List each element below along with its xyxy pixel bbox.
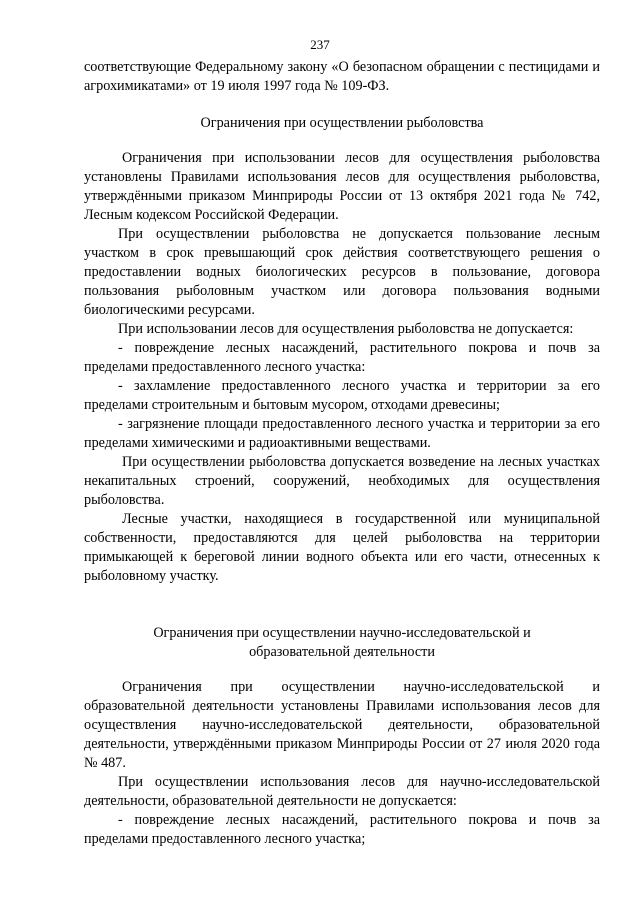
paragraph: При осуществлении рыболовства не допускается пользование лесным участком в срок превышающий срок действия соответствующего решения о предоставлении водных биологических ресурсов в пользование, договора пользования рыболовным участком или договора пользования водными биологическими ресурсами.: [84, 226, 600, 318]
list-item: - загрязнение площади предоставленного лесного участка и территории за его пределами химическими и радиоактивными веществами.: [84, 416, 600, 451]
paragraph: Ограничения при использовании лесов для осуществления рыболовства установлены Правилами использования лесов для осуществления рыболовства, утверждёнными приказом Минприроды России от 13 октября 2021 года № 742, Лесным кодексом Российской Федерации.: [84, 150, 600, 223]
section-heading-research: [84, 624, 600, 662]
list-item: - захламление предоставленного лесного участка и территории за его пределами строительным и бытовым мусором, отходами древесины;: [84, 378, 600, 413]
paragraph: При осуществлении рыболовства допускается возведение на лесных участках некапитальных строений, сооружений, необходимых для осуществления рыболовства.: [84, 454, 600, 508]
paragraph: Ограничения при осуществлении научно-исследовательской и образовательной деятельности установлены Правилами использования лесов для осуществления научно-исследовательской деятельности, образовательной деятельности, утверждёнными приказом Минприроды России от 27 июля 2020 года № 487.: [84, 679, 600, 771]
list-item: - повреждение лесных насаждений, растительного покрова и почв за пределами предоставленного лесного участка:: [84, 340, 600, 375]
page-number: 237: [310, 37, 330, 52]
heading-line: образовательной деятельности: [249, 644, 435, 660]
paragraph: При осуществлении использования лесов для научно-исследовательской деятельности, образовательной деятельности не допускается:: [84, 774, 600, 809]
paragraph: При использовании лесов для осуществления рыболовства не допускается:: [118, 321, 574, 337]
heading-line: Ограничения при осуществлении научно-исследовательской и: [153, 625, 531, 641]
document-body: [84, 58, 600, 849]
section-heading-fishing: Ограничения при осуществлении рыболовства: [200, 115, 484, 131]
paragraph: Лесные участки, находящиеся в государственной или муниципальной собственности, предоставляются для целей рыболовства на территории примыкающей к береговой линии водного объекта или его части, отнесенных к рыболовному участку.: [84, 511, 600, 584]
paragraph-continuation: соответствующие Федеральному закону «О безопасном обращении с пестицидами и агрохимикатами» от 19 июля 1997 года № 109-ФЗ.: [84, 59, 600, 94]
list-item: - повреждение лесных насаждений, растительного покрова и почв за пределами предоставленного лесного участка;: [84, 812, 600, 847]
